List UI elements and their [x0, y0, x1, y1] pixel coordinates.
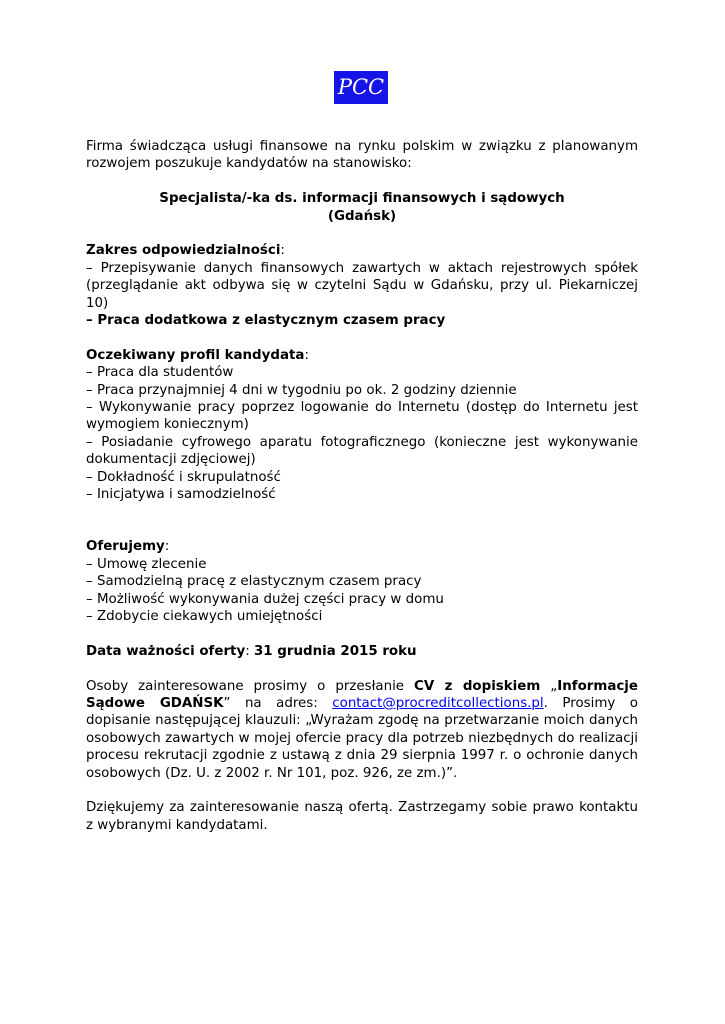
- offer-item: – Umowę zlecenie: [86, 556, 207, 572]
- position-title: Specjalista/-ka ds. informacji finansowych i sądowych: [159, 191, 565, 207]
- application-paragraph: Osoby zainteresowane prosimy o przesłanie CV z dopiskiem „Informacje Sądowe GDAŃSK” na adres: contact@procreditcollections.pl. Prosimy o dopisanie następującej klauzuli: „Wyrażam zgodę na przetwarzanie moich danych osobowych zawartych w mojej ofercie pracy dla potrzeb niezbędnych do realizacji procesu rekrutacji zgodnie z ustawą z dnia 29 sierpnia 1997 r. o ochronie danych osobowych (Dz. U. z 2002 r. Nr 101, poz. 926, ze zm.)”.: [86, 678, 638, 781]
- offer-item: – Samodzielną pracę z elastycznym czasem pracy: [86, 574, 422, 590]
- validity-line: Data ważności oferty: 31 grudnia 2015 roku: [86, 643, 417, 659]
- profile-item: – Posiadanie cyfrowego aparatu fotograficznego (konieczne jest wykonywanie dokumentacji zdjęciowej): [86, 434, 638, 468]
- offer-item: – Zdobycie ciekawych umiejętności: [86, 608, 323, 624]
- responsibility-item: – Praca dodatkowa z elastycznym czasem pracy: [86, 313, 446, 329]
- responsibilities-heading: Zakres odpowiedzialności:: [86, 243, 285, 259]
- email-link[interactable]: contact@procreditcollections.pl: [332, 695, 544, 711]
- closing-paragraph: Dziękujemy za zainteresowanie naszą ofertą. Zastrzegamy sobie prawo kontaktu z wybranymi kandydatami.: [86, 800, 638, 833]
- profile-item: – Praca dla studentów: [86, 365, 234, 381]
- position-city: (Gdańsk): [327, 208, 397, 224]
- company-logo: PCC: [334, 71, 388, 104]
- offer-heading: Oferujemy:: [86, 539, 170, 555]
- intro-paragraph: Firma świadcząca usługi finansowe na rynku polskim w związku z planowanym rozwojem poszukuje kandydatów na stanowisko:: [86, 139, 638, 172]
- offer-item: – Możliwość wykonywania dużej części pracy w domu: [86, 591, 444, 607]
- profile-item: – Inicjatywa i samodzielność: [86, 487, 276, 503]
- profile-item: – Wykonywanie pracy poprzez logowanie do Internetu (dostęp do Internetu jest wymogiem koniecznym): [86, 400, 638, 433]
- profile-heading: Oczekiwany profil kandydata:: [86, 347, 309, 363]
- job-offer-document: [86, 138, 638, 834]
- profile-item: – Praca przynajmniej 4 dni w tygodniu po ok. 2 godziny dziennie: [86, 382, 517, 398]
- responsibility-item: – Przepisywanie danych finansowych zawartych w aktach rejestrowych spółek (przeglądanie akt odbywa się w czytelni Sądu w Gdańsku, przy ul. Piekarniczej 10): [86, 260, 638, 311]
- profile-item: – Dokładność i skrupulatność: [86, 469, 281, 485]
